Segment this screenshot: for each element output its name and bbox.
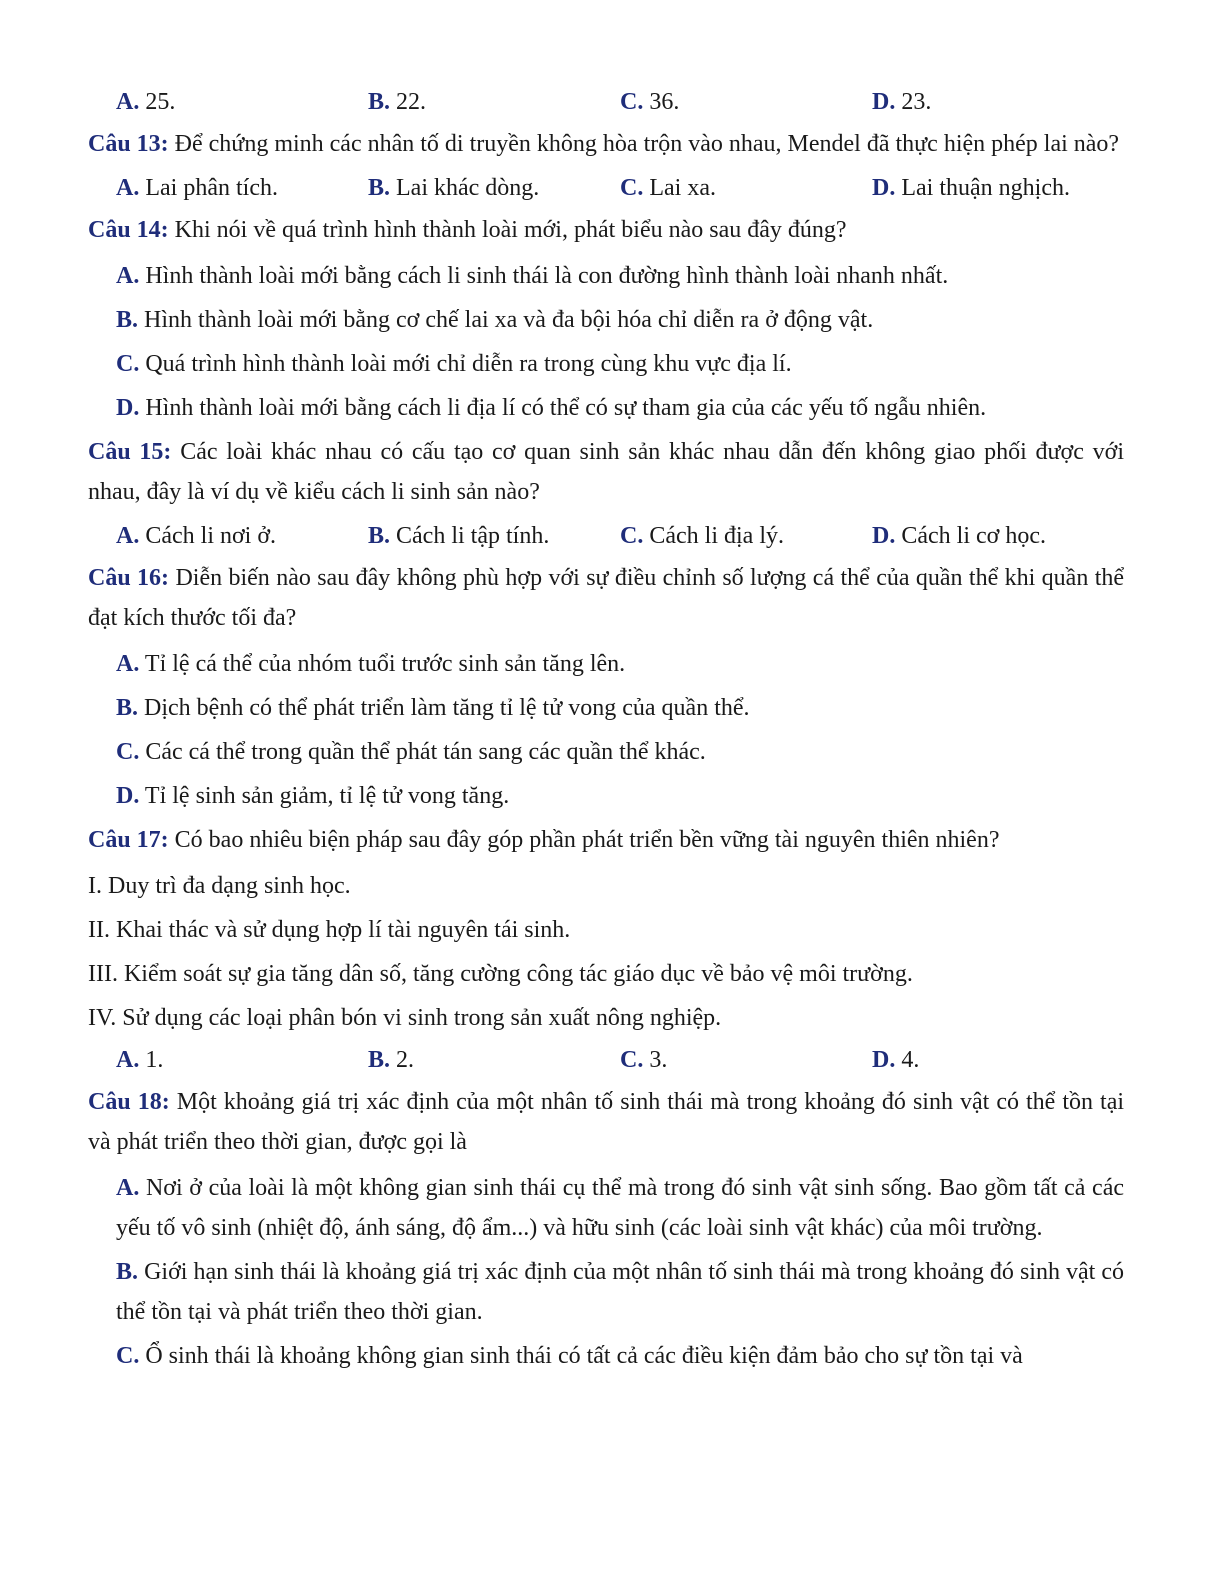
q12-option-a: A. 25.	[116, 89, 176, 115]
question-16-text: Diễn biến nào sau đây không phù hợp với sự điều chỉnh số lượng cá thể của quần thể khi quần thể đạt kích thước tối đa?	[88, 565, 1125, 631]
q12-option-c: C. 36.	[620, 89, 680, 115]
question-15-text: Các loài khác nhau có cấu tạo cơ quan sinh sản khác nhau dẫn đến không giao phối được với nhau, đây là ví dụ về kiểu cách li sinh sản nào?	[88, 439, 1125, 505]
exam-page	[88, 84, 1124, 1380]
q18-option-b: B. Giới hạn sinh thái là khoảng giá trị xác định của một nhân tố sinh thái mà trong khoảng đó sinh vật có thể tồn tại và phát triển theo thời gian.	[116, 1259, 1125, 1325]
q12-options	[116, 84, 1124, 120]
q17-statement-4: IV. Sử dụng các loại phân bón vi sinh trong sản xuất nông nghiệp.	[88, 1005, 722, 1031]
q15-option-a: A. Cách li nơi ở.	[116, 523, 277, 549]
question-16	[88, 558, 1124, 638]
q14-option-a: A. Hình thành loài mới bằng cách li sinh thái là con đường hình thành loài nhanh nhất.	[116, 263, 949, 289]
question-13-label: Câu 13:	[88, 131, 169, 157]
q13-option-c: C. Lai xa.	[620, 175, 716, 201]
question-17	[88, 820, 1124, 860]
q18-option-a: A. Nơi ở của loài là một không gian sinh thái cụ thể mà trong đó sinh vật sinh sống. Bao gồm tất cả các yếu tố vô sinh (nhiệt độ, ánh sáng, độ ẩm...) và hữu sinh (các loài sinh vật khác) của môi trường.	[116, 1175, 1125, 1241]
q16-option-d: D. Tỉ lệ sinh sản giảm, tỉ lệ tử vong tăng.	[116, 783, 510, 809]
question-18	[88, 1082, 1124, 1162]
q13-options	[116, 170, 1124, 206]
q17-statement-3: III. Kiểm soát sự gia tăng dân số, tăng cường công tác giáo dục về bảo vệ môi trường.	[88, 961, 913, 987]
question-17-text: Có bao nhiêu biện pháp sau đây góp phần phát triển bền vững tài nguyên thiên nhiên?	[174, 827, 1000, 853]
q16-option-a: A. Tỉ lệ cá thể của nhóm tuổi trước sinh sản tăng lên.	[116, 651, 626, 677]
q17-option-a: A. 1.	[116, 1047, 164, 1073]
q17-statement-1: I. Duy trì đa dạng sinh học.	[88, 873, 351, 899]
question-15	[88, 432, 1124, 512]
q17-statement-2: II. Khai thác và sử dụng hợp lí tài nguyên tái sinh.	[88, 917, 571, 943]
q15-options	[116, 518, 1124, 554]
q15-option-b: B. Cách li tập tính.	[368, 523, 550, 549]
question-18-text: Một khoảng giá trị xác định của một nhân tố sinh thái mà trong khoảng đó sinh vật có thể tồn tại và phát triển theo thời gian, được gọi là	[88, 1089, 1125, 1155]
q14-option-c: C. Quá trình hình thành loài mới chỉ diễn ra trong cùng khu vực địa lí.	[116, 351, 792, 377]
q18-option-c: C. Ổ sinh thái là khoảng không gian sinh thái có tất cả các điều kiện đảm bảo cho sự tồn tại và	[116, 1343, 1023, 1369]
q17-options	[116, 1042, 1124, 1078]
question-14	[88, 210, 1124, 250]
q13-option-b: B. Lai khác dòng.	[368, 175, 540, 201]
q16-option-b: B. Dịch bệnh có thể phát triển làm tăng tỉ lệ tử vong của quần thể.	[116, 695, 750, 721]
q15-option-d: D. Cách li cơ học.	[872, 523, 1046, 549]
q17-option-d: D. 4.	[872, 1047, 920, 1073]
q12-option-b: B. 22.	[368, 89, 427, 115]
q13-option-d: D. Lai thuận nghịch.	[872, 175, 1070, 201]
question-16-label: Câu 16:	[88, 565, 170, 591]
question-14-label: Câu 14:	[88, 217, 169, 243]
q14-option-b: B. Hình thành loài mới bằng cơ chế lai xa và đa bội hóa chỉ diễn ra ở động vật.	[116, 307, 874, 333]
question-13	[88, 124, 1124, 164]
q12-option-d: D. 23.	[872, 89, 932, 115]
question-13-text: Để chứng minh các nhân tố di truyền không hòa trộn vào nhau, Mendel đã thực hiện phép lai nào?	[174, 131, 1120, 157]
q16-option-c: C. Các cá thể trong quần thể phát tán sang các quần thể khác.	[116, 739, 706, 765]
question-18-label: Câu 18:	[88, 1089, 170, 1115]
question-17-label: Câu 17:	[88, 827, 169, 853]
q13-option-a: A. Lai phân tích.	[116, 175, 278, 201]
question-15-label: Câu 15:	[88, 439, 172, 465]
q15-option-c: C. Cách li địa lý.	[620, 523, 784, 549]
q17-option-b: B. 2.	[368, 1047, 415, 1073]
question-14-text: Khi nói về quá trình hình thành loài mới, phát biểu nào sau đây đúng?	[174, 217, 847, 243]
q17-option-c: C. 3.	[620, 1047, 668, 1073]
q14-option-d: D. Hình thành loài mới bằng cách li địa lí có thể có sự tham gia của các yếu tố ngẫu nhiên.	[116, 395, 987, 421]
